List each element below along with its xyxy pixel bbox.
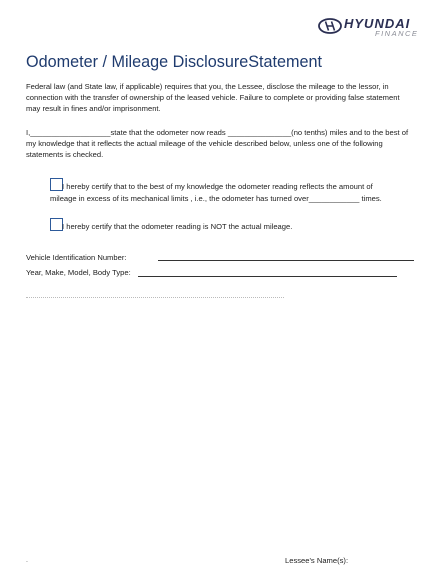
logo-brand-text: HYUNDAI [344,16,411,31]
not-actual-mileage-text: I hereby certify that the odometer reading is NOT the actual mileage. [62,222,293,231]
hyundai-logo-icon [318,18,342,34]
mechanical-limits-text-line1: I hereby certify that to the best of my knowledge the odometer reading reflects the amount of [62,182,373,191]
lessee-name-label: Lessee's Name(s): [285,556,349,565]
logo-sub-text: FINANCE [375,29,419,38]
mechanical-limits-text-line2: mileage in excess of its mechanical limits , i.e., the odometer has turned over____________ times. [50,194,382,203]
footer-dot: . [26,557,28,564]
dotted-divider [26,297,284,298]
year-make-model-field-line[interactable] [138,276,397,277]
vin-label: Vehicle Identification Number: [26,253,127,262]
legal-notice-paragraph: Federal law (and State law, if applicable) requires that you, the Lessee, disclose the mileage to the lessor, in connection with the transfer of ownership of the leased vehicle. Failure to complete or providing false statement may result in fines and/or imprisonment. [26,82,400,113]
hyundai-finance-logo [318,16,419,42]
year-make-model-label: Year, Make, Model, Body Type: [26,268,131,277]
vin-field-line[interactable] [158,260,414,261]
mileage-statement-paragraph: I,___________________state that the odometer now reads _______________(no tenths) miles and to the best of my knowledge that it reflects the actual mileage of the vehicle described below, unless one of the following statements is checked. [26,128,409,159]
document-title: Odometer / Mileage DisclosureStatement [26,53,322,71]
